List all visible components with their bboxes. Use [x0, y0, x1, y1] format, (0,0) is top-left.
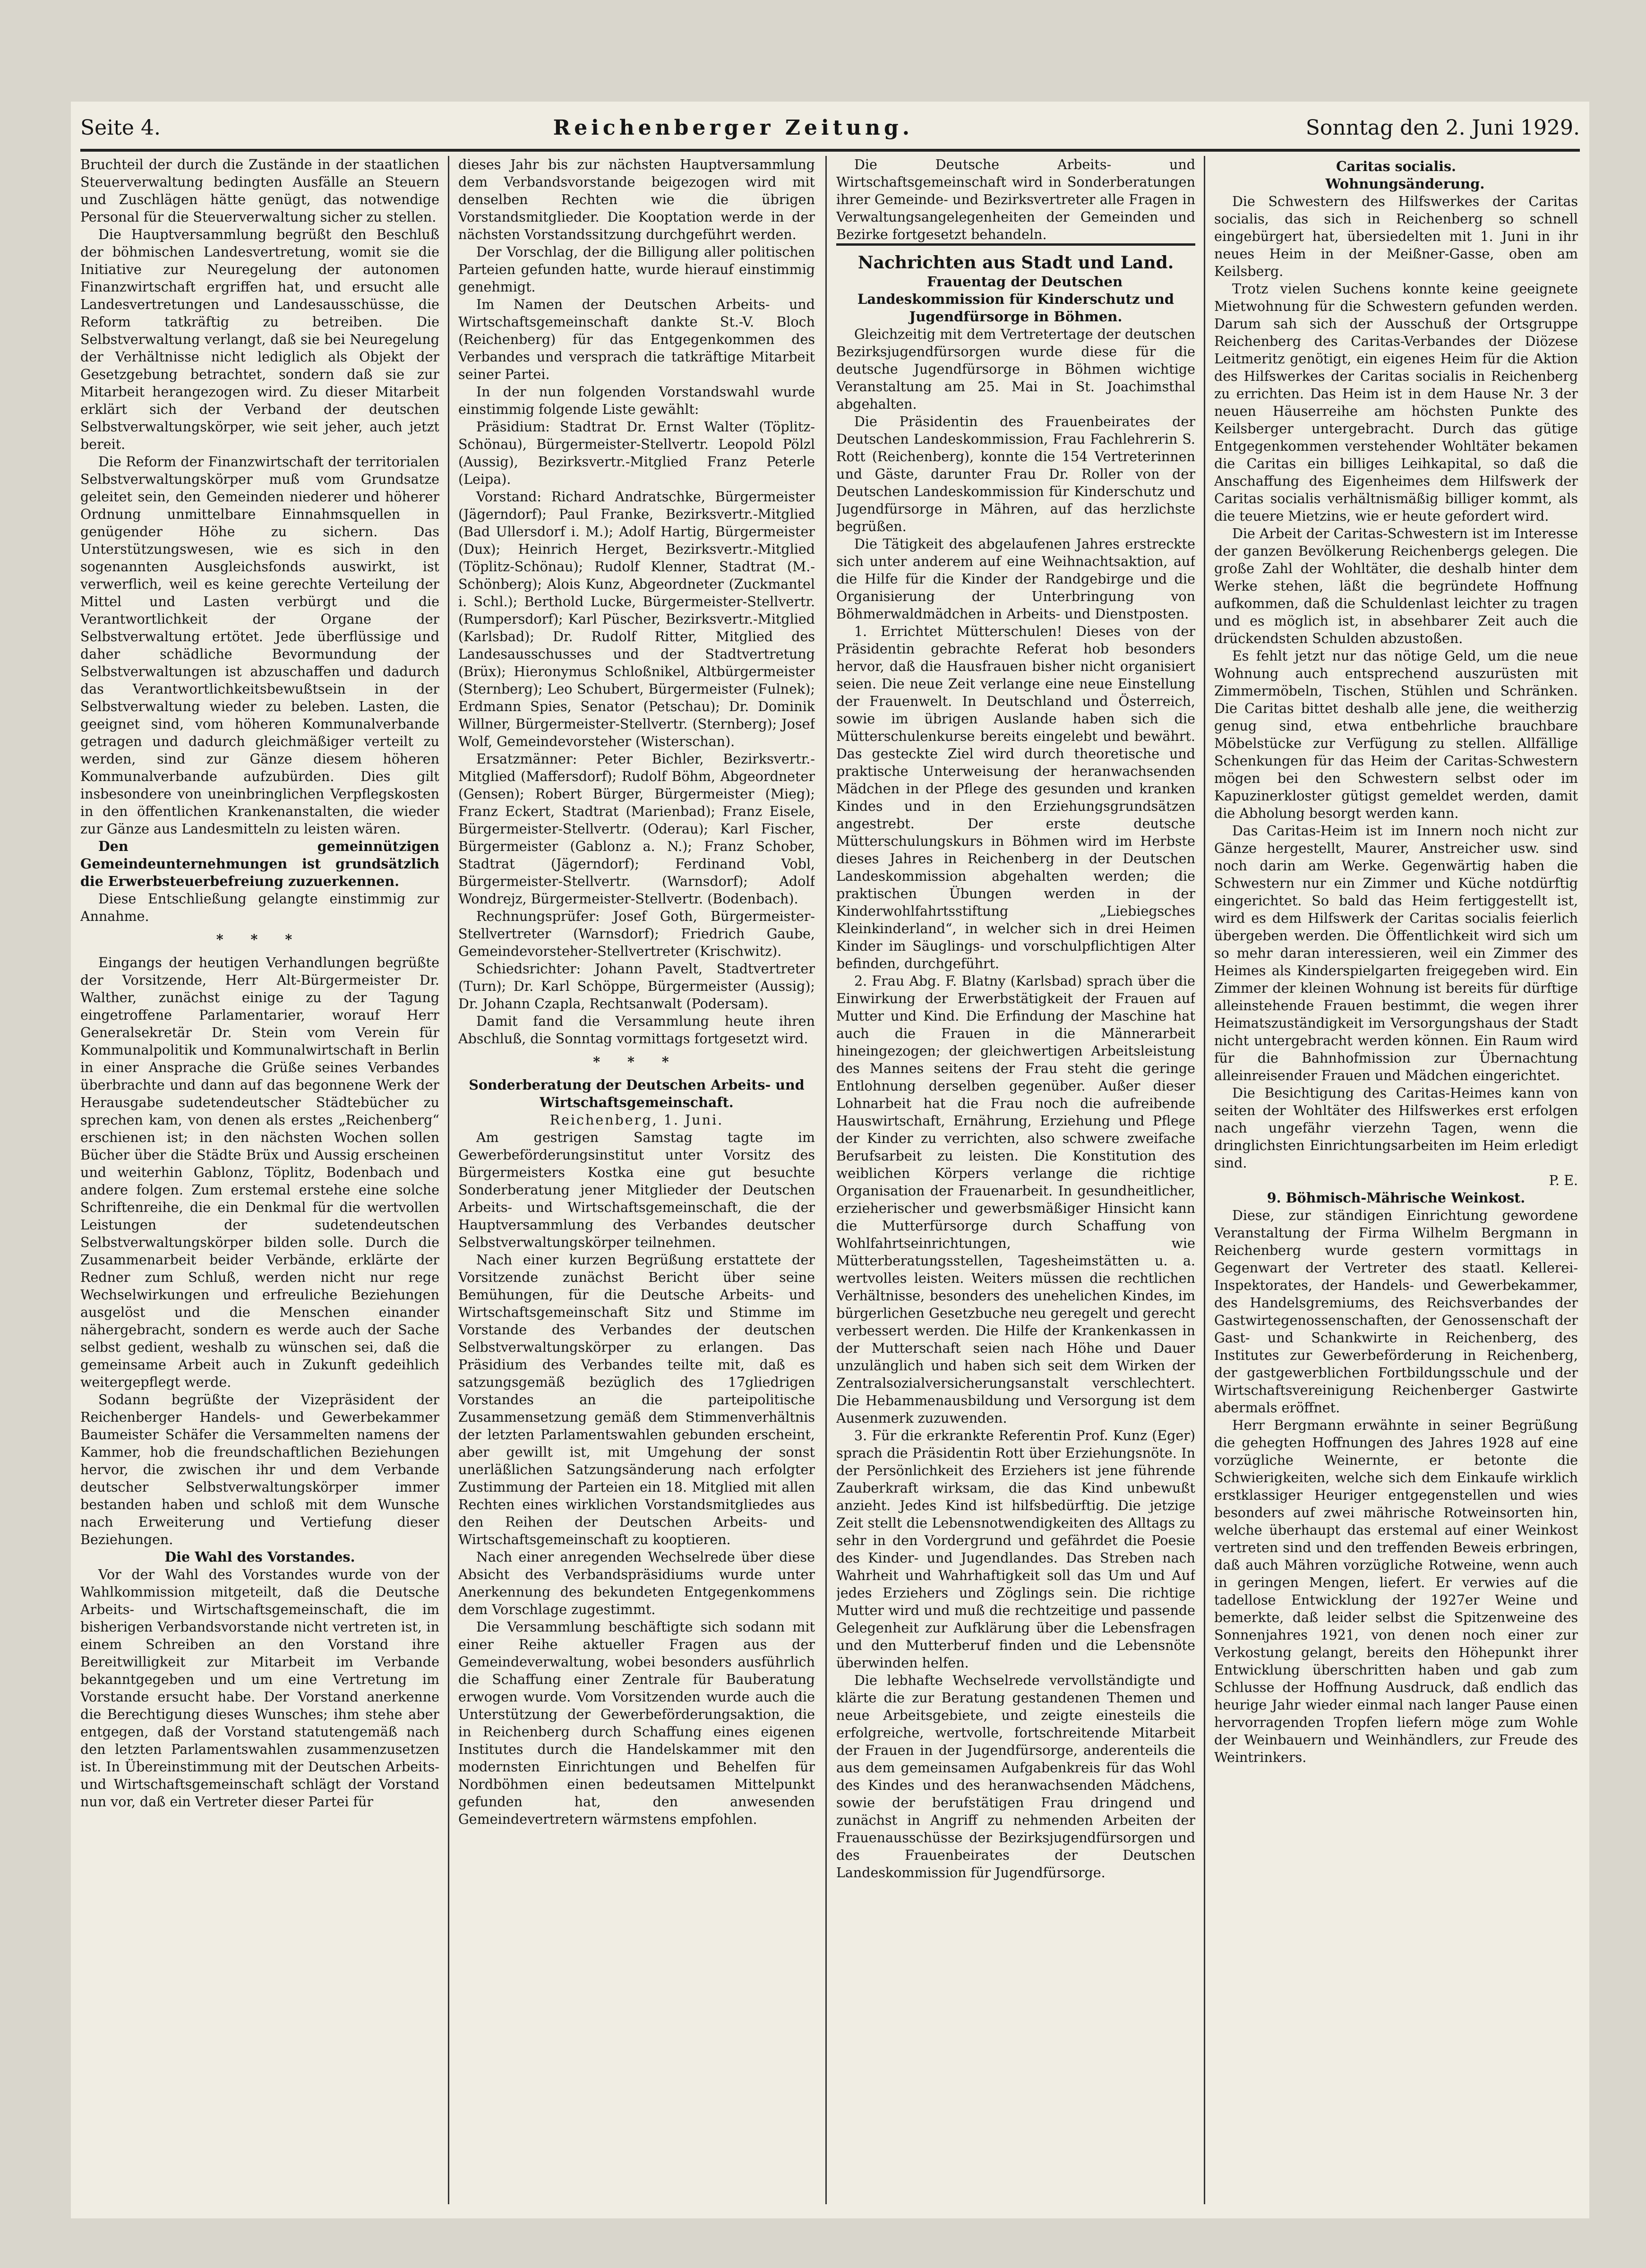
page-number: Seite 4.: [80, 115, 161, 140]
section-heading: Die Wahl des Vorstandes.: [164, 1549, 355, 1565]
section-separator: * * *: [593, 1054, 680, 1070]
section-separator: * * *: [216, 931, 304, 947]
paragraph: Präsidium: Stadtrat Dr. Ernst Walter (Töplitz-Schönau), Bürgermeister-Stellvertr. Leopold Pölzl (Aussig), Bezirksvertr.-Mitglied Franz Peterle (Leipa).: [458, 419, 815, 487]
paragraph: Diese, zur ständigen Einrichtung gewordene Veranstaltung der Firma Wilhelm Bergmann in Reichenberg wurde gestern vormittags in Gegenwart der Vertreter des staatl. Kellerei-Inspektorates, der Handels- und Gewerbekammer, des Handelsgremiums, des Reichsverbandes der Gastwirtegenossenschaften, der Genossenschaft der Gast- und Schankwirte in Reichenberg, des Institutes zur Gewerbeförderung in Reichenberg, der gastgewerblichen Fortbildungsschule und der Wirtschaftsvereinigung Reichenberger Gastwirte abermals eröffnet.: [1214, 1208, 1578, 1416]
paragraph: Ersatzmänner: Peter Bichler, Bezirksvertr.-Mitglied (Maffersdorf); Rudolf Böhm, Abgeordneter (Gensen); Robert Bürger, Bürgermeister (Mieg); Franz Eckert, Stadtrat (Marienbad); Franz Eisele, Bürgermeister-Stellvertr. (Oderau); Karl Fischer, Bürgermeister (Gablonz a. N.); Franz Schober, Stadtrat (Jägerndorf); Ferdinand Vobl, Bürgermeister-Stellvertr. (Warnsdorf); Adolf Wondrejz, Bürgermeister-Stellvertr. (Bodenbach).: [458, 751, 815, 907]
paragraph: 2. Frau Abg. F. Blatny (Karlsbad) sprach über die Einwirkung der Erwerbstätigkeit der Frauen auf Mutter und Kind. Die Erfindung der Maschine hat auch die Frauen in die Männerarbeit hineingezogen; der gleichwertigen Arbeitsleistung des Mannes seitens der Frau steht die geringe Entlohnung derselben gegenüber. Außer dieser Lohnarbeit hat die Frau noch die aufreibende Hauswirtschaft, Ernährung, Erziehung und Pflege der Kinder zu verrichten, also schwere zweifache Berufsarbeit zu leisten. Die Konstitution des weiblichen Körpers verlange die richtige Organisation der Frauenarbeit. In gesundheitlicher, erzieherischer und gewerbsmäßiger Hinsicht kann die Mutterfürsorge durch Schaffung von Wohlfahrtseinrichtungen, wie Mütterberatungsstellen, Tagesheimstätten u. a. wertvolles leisten. Weiters müssen die rechtlichen Verhältnisse, besonders des unehelichen Kindes, im bürgerlichen Gesetzbuche neu geregelt und gerecht verbessert werden. Die Hilfe der Krankenkassen in der Mutterschaft seien nach Höhe und Dauer unzulänglich und haben sich seit dem Wirken der Zentralsozialversicherungsanstalt verschlechtert. Die Hebammenausbildung und Versorgung ist dem Ausenmerk zuzuwenden.: [836, 973, 1195, 1426]
paragraph: dieses Jahr bis zur nächsten Hauptversammlung dem Verbandsvorstande beigezogen wird mit denselben Rechten wie die übrigen Vorstandsmitglieder. Die Kooptation werde in der nächsten Vorstandssitzung durchgeführt werden.: [458, 157, 815, 242]
paragraph: Den gemeinnützigen Gemeindeunternehmungen ist grundsätzlich die Erwerbsteuerbefreiung zuzuerkennen.: [80, 838, 439, 889]
paragraph: Die Hauptversammlung begrüßt den Beschluß der böhmischen Landesvertretung, womit sie die Initiative zur Neuregelung der autonomen Finanzwirtschaft ergriffen hat, und ersucht alle Landesvertretungen und Landesausschüsse, die Reform tatkräftig zu betreiben. Die Selbstverwaltung verlangt, daß sie bei Neuregelung der Verhältnisse nicht lediglich als Objekt der Gesetzgebung betrachtet, sondern daß sie zur Mitarbeit herangezogen wird. Zu dieser Mitarbeit erklärt sich der Verband der deutschen Selbstverwaltungskörper, wie seit jeher, auch jetzt bereit.: [80, 227, 439, 452]
paragraph: Im Namen der Deutschen Arbeits- und Wirtschaftsgemeinschaft dankte St.-V. Bloch (Reichenberg) für das Entgegenkommen des Verbandes und versprach die tatkräftige Mitarbeit seiner Partei.: [458, 297, 815, 382]
header-rule: [80, 149, 1580, 152]
paragraph: Der Vorschlag, der die Billigung aller politischen Parteien gefunden hatte, wurde hierauf einstimmig genehmigt.: [458, 244, 815, 295]
paragraph: Damit fand die Versammlung heute ihren Abschluß, die Sonntag vormittags fortgesetzt wird.: [458, 1014, 815, 1047]
paragraph: Trotz vielen Suchens konnte keine geeignete Mietwohnung für die Schwestern gefunden werden. Darum sah sich der Ausschuß der Ortsgruppe Reichenberg des Caritas-Verbandes der Diözese Leitmeritz genötigt, ein eigenes Heim für die Aktion des Hilfswerkes der Caritas socialis in Reichenberg zu errichten. Das Heim ist in dem Hause Nr. 3 der neuen Häuserreihe am höchsten Punkte des Keilsberger untergebracht. Durch das gütige Entgegenkommen verstehender Wohltäter bekamen die Caritas ein billiges Leihkapital, so daß die Anschaffung des Eigenheimes dem Hilfswerk der Caritas socialis verhältnismäßig billiger kommt, als die teuere Mietzins, wie er heute gefordert wird.: [1214, 281, 1578, 524]
paragraph: Die Reform der Finanzwirtschaft der territorialen Selbstverwaltungskörper muß vom Grundsatze geleitet sein, den Gemeinden niederer und höherer Ordnung unmittelbare Einnahmsquellen in genügender Höhe zu sichern. Das Unterstützungswesen, wie es sich in den sogenannten Ausgleichsfonds auswirkt, ist verwerflich, weil es keine gerechte Verteilung der Mittel und Lasten verbürgt und die Verantwortlichkeit der Organe der Selbstverwaltung ertötet. Jede überflüssige und daher schädliche Bevormundung der Selbstverwaltungen ist abzuschaffen und dadurch das Verantwortlichkeitsbewußtsein in der Selbstverwaltung wieder zu beleben. Lasten, die geeignet sind, vom höheren Kommunalverbande getragen und dadurch gleichmäßiger verteilt zu werden, sind zur Gänze diesem höheren Kommunalverbande aufzubürden. Dies gilt insbesondere von uneinbringlichen Verpflegskosten in den öffentlichen Krankenanstalten, die wieder zur Gänze aus Landesmitteln zu leisten wären.: [80, 454, 439, 837]
paragraph: Vorstand: Richard Andratschke, Bürgermeister (Jägerndorf); Paul Franke, Bezirksvertr.-Mitglied (Bad Ullersdorf i. M.); Adolf Hartig, Bürgermeister (Dux); Heinrich Herget, Bezirksvertr.-Mitglied (Töplitz-Schönau); Rudolf Klenner, Stadtrat (M.-Schönberg); Alois Kunz, Abgeordneter (Zuckmantel i. Schl.); Berthold Lucke, Bürgermeister-Stellvertr. (Rumpersdorf); Karl Püscher, Bezirksvertr.-Mitglied (Karlsbad); Dr. Rudolf Ritter, Mitglied des Landesausschusses und der Stadtvertretung (Brüx); Hieronymus Schloßnikel, Altbürgermeister (Sternberg); Leo Schubert, Bürgermeister (Fulnek); Erdmann Spies, Senator (Petschau); Dr. Dominik Willner, Bürgermeister-Stellvertr. (Sternberg); Josef Wolf, Gemeindevorsteher (Wisterschan).: [458, 489, 815, 749]
subheading: Wohnungsänderung.: [1325, 176, 1485, 192]
paragraph: Vor der Wahl des Vorstandes wurde von der Wahlkommission mitgeteilt, daß die Deutsche Arbeits- und Wirtschaftsgemeinschaft, die im bisherigen Verbandsvorstande nicht vertreten ist, in einem Schreiben an den Vorstand ihre Bereitwilligkeit zur Mitarbeit im Verbande bekanntgegeben und um eine Vertretung im Vorstande ersucht habe. Der Vorstand anerkenne die Berechtigung dieses Wunsches; ihm stehe aber entgegen, daß der Vorstand statutengemäß nach den letzten Parlamentswahlen zusammenzusetzen ist. In Übereinstimmung mit der Deutschen Arbeits- und Wirtschaftsgemeinschaft schlägt der Vorstand nun vor, daß ein Vertreter dieser Partei für: [80, 1567, 439, 1810]
column-4: [1214, 156, 1578, 2204]
paragraph: Die Schwestern des Hilfswerkes der Caritas socialis, das sich in Reichenberg so schnell eingebürgert hat, übersiedelten mit 1. Juni in ihr neues Heim in der Meißner-Gasse, oben am Keilsberg.: [1214, 194, 1578, 279]
paragraph: Die Besichtigung des Caritas-Heimes kann von seiten der Wohltäter des Hilfswerkes erst erfolgen nach ungefähr vierzehn Tagen, wenn die dringlichsten Einrichtungsarbeiten im Heim erledigt sind.: [1214, 1085, 1578, 1171]
paragraph: Schiedsrichter: Johann Pavelt, Stadtvertreter (Turn); Dr. Karl Schöppe, Bürgermeister (Aussig); Dr. Johann Czapla, Rechtsanwalt (Podersam).: [458, 961, 815, 1012]
paragraph: Das Caritas-Heim ist im Innern noch nicht zur Gänze hergestellt, Maurer, Anstreicher usw. sind noch darin am Werke. Gegenwärtig haben die Schwestern nur ein Zimmer und Küche notdürftig eingerichtet. So bald das Heim fertiggestellt ist, wird es dem Hilfswerk der Caritas socialis feierlich übergeben werden. Die Öffentlichkeit wird sich um so mehr daran interessieren, weil ein Zimmer des Heimes als Kinderspielgarten freigegeben wird. Ein Zimmer der kleinen Wohnung ist bereits für dürftige alleinstehende Frauen bestimmt, die wegen ihrer Heimatszuständigkeit im Versorgungshaus der Stadt nicht untergebracht werden können. Ein Raum wird für die Bahnhofmission zur Übernachtung alleinreisender Frauen und Mädchen eingerichtet.: [1214, 823, 1578, 1083]
paragraph: 1. Errichtet Mütterschulen! Dieses von der Präsidentin gebrachte Referat hob besonders hervor, daß die Hausfrauen bisher nicht organisiert seien. Die neue Zeit verlange eine neue Einstellung der Frauenwelt. In Deutschland und Österreich, sowie im übrigen Auslande haben sich die Mütterschulenkurse bereits eingelebt und bewährt. Das gesteckte Ziel wird durch theoretische und praktische Unterweisung der heranwachsenden Mädchen in der Pflege des gesunden und kranken Kindes und in den Erziehungsgrundsätzen angestrebt. Der erste deutsche Mütterschulungskurs in Böhmen wird im Herbste dieses Jahres in Reichenberg in der Deutschen Landeskommission abgehalten werden; die praktischen Übungen werden in der Kinderwohlfahrtsstiftung „Liebiegsches Kleinkinderland“, in welcher sich in drei Heimen Kinder im Säuglings- und vorschulpflichtigen Alter befinden, durchgeführt.: [836, 624, 1195, 971]
paragraph: Gleichzeitig mit dem Vertretertage der deutschen Bezirksjugendfürsorgen wurde diese für die deutsche Jugendfürsorge in Böhmen wichtige Veranstaltung am 25. Mai in St. Joachimsthal abgehalten.: [836, 326, 1195, 412]
column-3: [836, 156, 1195, 2204]
paragraph: Die lebhafte Wechselrede vervollständigte und klärte die zur Beratung gestandenen Themen und neue Arbeitsgebiete, und zeigte einesteils die erfolgreiche, wertvolle, fortschreitende Mitarbeit der Frauen in der Jugendfürsorge, anderenteils die aus dem gemeinsamen Aufgabenkreis für das Wohl des Kindes und des heranwachsenden Mädchens, sowie der berufstätigen Frau dringend und zunächst in Angriff zu nehmenden Arbeiten der Frauenausschüsse der Bezirksjugendfürsorgen und des Frauenbeirates der Deutschen Landeskommission für Jugendfürsorge.: [836, 1673, 1195, 1881]
paragraph: In der nun folgenden Vorstandswahl wurde einstimmig folgende Liste gewählt:: [458, 384, 815, 417]
masthead: Reichenberger Zeitung.: [553, 115, 914, 140]
paragraph: Die Tätigkeit des abgelaufenen Jahres erstreckte sich unter anderem auf eine Weihnachtsaktion, auf die Hilfe für die Kinder der Randgebirge und die Organisierung der Unterbringung von Böhmerwaldmädchen in Arbeits- und Dienstposten.: [836, 536, 1195, 622]
paragraph: Eingangs der heutigen Verhandlungen begrüßte der Vorsitzende, Herr Alt-Bürgermeister Dr. Walther, zunächst einige zu der Tagung eingetroffene Parlamentarier, worauf Herr Generalsekretär Dr. Stein vom Verein für Kommunalpolitik und Kommunalwirtschaft in Berlin in einer Ansprache die Grüße seines Verbandes überbrachte und dann auf das begonnene Werk der Herausgabe sudetendeutscher Städtebücher zu sprechen kam, von denen als erstes „Reichenberg“ erschienen ist; in den nächsten Wochen sollen Bücher über die Städte Brüx und Aussig erscheinen und weiterhin Gablonz, Töplitz, Bodenbach und andere folgen. Zum erstemal erstehe eine solche Schriftenreihe, die ein Denkmal für die wertvollen Leistungen der sudetendeutschen Selbstverwaltungskörper bilden solle. Durch die Zusammenarbeit beider Verbände, erklärte der Redner zum Schluß, werden nicht nur rege Wechselwirkungen und erfreuliche Beziehungen ausgelöst und die Menschen einander nähergebracht, sondern es werde auch der Sache selbst gedient, weshalb zu wünschen sei, daß die gemeinsame Arbeit auch in Zukunft gedeihlich weitergepflegt werde.: [80, 955, 439, 1390]
paragraph: Es fehlt jetzt nur das nötige Geld, um die neue Wohnung auch entsprechend auszurüsten mit Zimmermöbeln, Tischen, Stühlen und Schränken. Die Caritas bittet deshalb alle jene, die weitherzig genug sind, etwa entbehrliche brauchbare Möbelstücke zur Verfügung zu stellen. Allfällige Schenkungen für das Heim der Caritas-Schwestern mögen bei den Schwestern selbst oder im Kapuzinerkloster gütigst gemeldet werden, damit die Abholung besorgt werden kann.: [1214, 648, 1578, 821]
paragraph: Die Versammlung beschäftigte sich sodann mit einer Reihe aktueller Fragen aus der Gemeindeverwaltung, wobei besonders ausführlich die Schaffung einer Zentrale für Bauberatung erwogen wurde. Vom Vorsitzenden wurde auch die Unterstützung der Gewerbeförderungsaktion, die in Reichenberg durch Schaffung eines eigenen Institutes durch die Handelskammer mit den modernsten Einrichtungen und Behelfen für Nordböhmen einen bedeutsamen Mittelpunkt gefunden hat, den anwesenden Gemeindevertretern wärmstens empfohlen.: [458, 1619, 815, 1827]
paragraph: Die Deutsche Arbeits- und Wirtschaftsgemeinschaft wird in Sonderberatungen ihrer Gemeinde- und Bezirksvertreter alle Fragen in Verwaltungsangelegenheiten der Gemeinden und Bezirke fortgesetzt behandeln.: [836, 157, 1195, 242]
paragraph: Am gestrigen Samstag tagte im Gewerbeförderungsinstitut unter Vorsitz des Bürgermeisters Kostka eine gut besuchte Sonderberatung jener Mitglieder der Deutschen Arbeits- und Wirtschaftsgemeinschaft, die der Hauptversammlung des Verbandes deutscher Selbstverwaltungskörper teilnehmen.: [458, 1130, 815, 1250]
newspaper-page: [71, 102, 1589, 2218]
article-headline: Frauentag der Deutschen Landeskommission für Kinderschutz und Jugendfürsorge in Böhmen.: [857, 274, 1174, 325]
column-rule: [825, 156, 827, 2204]
paragraph: 3. Für die erkrankte Referentin Prof. Kunz (Eger) sprach die Präsidentin Rott über Erziehungsnöte. In der Persönlichkeit des Erziehers ist jene führende Zauberkraft wirksam, die das Kind unbewußt anzieht. Jedes Kind ist hilfsbedürftig. Die jetzige Zeit stellt die Lebensnotwendigkeiten des Alltags zu sehr in den Vordergrund und gefährdet die Poesie des Kinder- und Jugendlandes. Das Streben nach Wahrheit und Wahrhaftigkeit soll das Um und Auf jedes Erziehers und Zöglings sein. Die richtige Mutter wird und muß die rechtzeitige und passende Gelegenheit zur Aufklärung über die Lebensfragen und den Mutterberuf finden und die Lebensnöte überwinden helfen.: [836, 1428, 1195, 1671]
column-rule: [448, 156, 449, 2204]
paragraph: Herr Bergmann erwähnte in seiner Begrüßung die gehegten Hoffnungen des Jahres 1928 auf eine vorzügliche Weinernte, er betonte die Schwierigkeiten, welche sich dem Einkaufe wirklich erstklassiger Heuriger entgegenstellen und wies besonders auf zwei mährische Rotweinsorten hin, welche überhaupt das erstemal auf einer Weinkost vertreten sind und den treffenden Beweis erbringen, daß auch Mähren vorzügliche Rotweine, wenn auch in geringen Mengen, liefert. Er verwies auf die tadellose Entwicklung der 1927er Weine und bemerkte, daß leider selbst die Spitzenweine des Sonnenjahres 1921, von denen noch einer zur Verkostung gelangt, bereits den Höhepunkt ihrer Entwicklung überschritten haben und gab zum Schlusse der Hoffnung Ausdruck, daß endlich das heurige Jahr wieder einmal nach langer Pause einen hervorragenden Tropfen liefern möge zum Wohle der Weinbauern und Weinhändlers, zur Freude des Weintrinkers.: [1214, 1418, 1578, 1765]
page-header: [80, 111, 1580, 144]
dateline: Reichenberg, 1. Juni.: [549, 1112, 724, 1128]
column-2: [458, 156, 815, 2204]
paragraph: Die Präsidentin des Frauenbeirates der Deutschen Landeskommission, Frau Fachlehrerin S. Rott (Reichenberg), konnte die 154 Vertreterinnen und Gäste, darunter Frau Dr. Roller von der Deutschen Landeskommission für Kinderschutz und Jugendfürsorge in Mähren, auf das herzlichste begrüßen.: [836, 414, 1195, 534]
section-heading: Caritas socialis.: [1336, 158, 1456, 174]
issue-date: Sonntag den 2. Juni 1929.: [1305, 115, 1580, 140]
paragraph: Nach einer anregenden Wechselrede über diese Absicht des Verbandspräsidiums wurde unter Anerkennung des bekundeten Entgegenkommens dem Vorschlage zugestimmt.: [458, 1549, 815, 1617]
column-rule: [1204, 156, 1205, 2204]
paragraph: Rechnungsprüfer: Josef Goth, Bürgermeister-Stellvertreter (Warnsdorf); Friedrich Gaube, Gemeindevorsteher-Stellvertreter (Krischwitz).: [458, 909, 815, 959]
paragraph: Bruchteil der durch die Zustände in der staatlichen Steuerverwaltung bedingten Ausfälle an Steuern und Zuschlägen hätte genügt, das notwendige Personal für die Steuerverwaltung sicher zu stellen.: [80, 157, 439, 225]
column-1: [80, 156, 439, 2204]
paragraph: Diese Entschließung gelangte einstimmig zur Annahme.: [80, 891, 439, 924]
author-signature: P. E.: [1549, 1173, 1578, 1188]
section-heading: 9. Böhmisch-Mährische Weinkost.: [1267, 1190, 1526, 1206]
section-heading: Nachrichten aus Stadt und Land.: [836, 243, 1195, 273]
paragraph: Die Arbeit der Caritas-Schwestern ist im Interesse der ganzen Bevölkerung Reichenbergs gelegen. Die große Zahl der Wohltäter, die deshalb hinter dem Werke stehen, läßt die begründete Hoffnung aufkommen, daß die Schuldenlast leichter zu tragen und es möglich ist, in absehbarer Zeit auch die drückendsten Schulden abzustoßen.: [1214, 526, 1578, 646]
paragraph: Sodann begrüßte der Vizepräsident der Reichenberger Handels- und Gewerbekammer Baumeister Schäfer die Versammelten namens der Kammer, hob die freundschaftlichen Beziehungen hervor, die zwischen ihr und dem Verbande deutscher Selbstverwaltungskörper immer bestanden haben und schloß mit dem Wunsche nach Erweiterung und Vertiefung dieser Beziehungen.: [80, 1392, 439, 1547]
section-heading: Sonderberatung der Deutschen Arbeits- und Wirtschaftsgemeinschaft.: [469, 1077, 805, 1110]
paragraph: Nach einer kurzen Begrüßung erstattete der Vorsitzende zunächst Bericht über seine Bemühungen, für die Deutsche Arbeits- und Wirtschaftsgemeinschaft Sitz und Stimme im Vorstande des Verbandes der deutschen Selbstverwaltungskörper zu erlangen. Das Präsidium des Verbandes teilte mit, daß es satzungsgemäß bezüglich des 17gliedrigen Vorstandes an die parteipolitische Zusammensetzung gemäß dem Stimmenverhältnis der letzten Parlamentswahlen gebunden erscheint, aber gewillt ist, mit Umgehung der sonst unerläßlichen Satzungsänderung nach erfolgter Zustimmung der Parteien ein 18. Mitglied mit allen Rechten eines wirklichen Vorstandsmitgliedes aus den Reihen der Deutschen Arbeits- und Wirtschaftsgemeinschaft zu kooptieren.: [458, 1252, 815, 1547]
